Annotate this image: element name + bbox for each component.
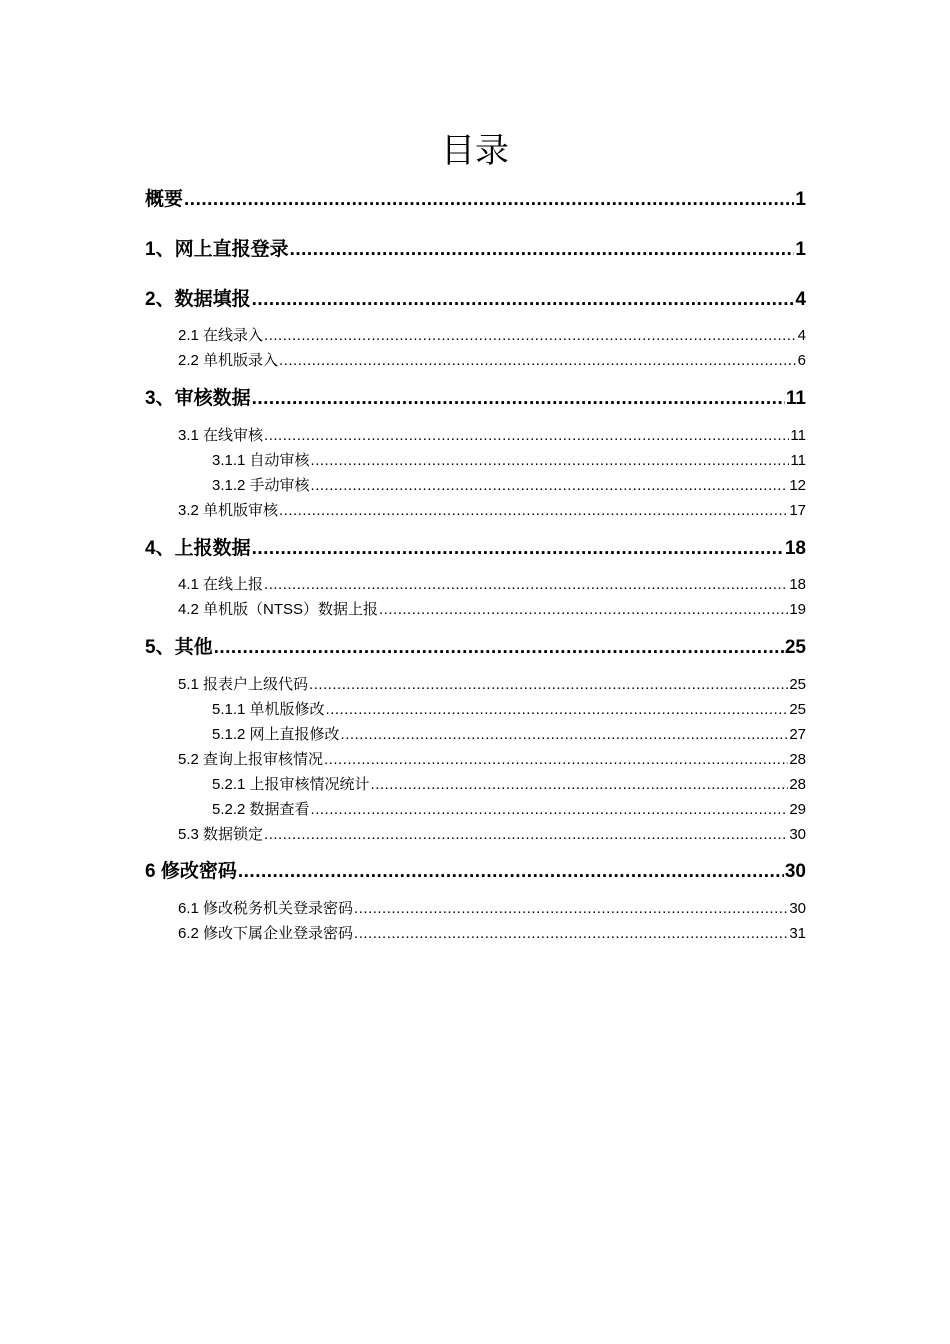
toc-entry-5-1-1[interactable]: [212, 699, 806, 721]
toc-page-number: 6: [797, 352, 806, 369]
toc-page-number: 25: [784, 637, 806, 658]
toc-page-number: 19: [789, 601, 806, 618]
toc-page-number: 29: [789, 801, 806, 818]
toc-entry-label: 4.1 在线上报: [178, 576, 264, 593]
toc-entry-overview[interactable]: [145, 187, 806, 213]
dot-leader: [311, 450, 790, 472]
toc-entry-6[interactable]: [145, 859, 806, 885]
dot-leader: [279, 350, 797, 372]
dot-leader: [184, 187, 794, 213]
toc-entry-label: 5.2 查询上报审核情况: [178, 751, 324, 768]
toc-entry-label: 5.2.1 上报审核情况统计: [212, 776, 370, 793]
dot-leader: [354, 898, 788, 920]
toc-entry-label: 3.1 在线审核: [178, 427, 264, 444]
dot-leader: [264, 574, 788, 596]
toc-entry-2-2[interactable]: [178, 350, 806, 372]
toc-entry-3-2[interactable]: [178, 500, 806, 522]
toc-page-number: 1: [795, 189, 806, 210]
toc-entry-5-2-2[interactable]: [212, 799, 806, 821]
dot-leader: [214, 635, 784, 661]
toc-entry-label: 4、上报数据: [145, 538, 251, 559]
toc-entry-3-1-1[interactable]: [212, 450, 806, 472]
dot-leader: [311, 799, 789, 821]
toc-entry-label: 5.1.2 网上直报修改: [212, 726, 340, 743]
toc-page-number: 30: [789, 900, 806, 917]
dot-leader: [264, 325, 797, 347]
toc-entry-5-1[interactable]: [178, 674, 806, 696]
dot-leader: [311, 475, 789, 497]
dot-leader: [341, 724, 789, 746]
toc-page-number: 28: [789, 751, 806, 768]
toc-entry-label: 3.1.2 手动审核: [212, 477, 310, 494]
toc-entry-label: 3、审核数据: [145, 388, 251, 409]
toc-entry-label: 1、网上直报登录: [145, 239, 289, 260]
toc-entry-2-1[interactable]: [178, 325, 806, 347]
toc-entry-5-1-2[interactable]: [212, 724, 806, 746]
toc-page-number: 17: [789, 502, 806, 519]
toc-entry-4-2[interactable]: [178, 599, 806, 621]
toc-entry-label: 2、数据填报: [145, 289, 251, 310]
toc-entry-label: 5.3 数据锁定: [178, 826, 264, 843]
dot-leader: [264, 425, 789, 447]
toc-entry-5-2[interactable]: [178, 749, 806, 771]
dot-leader: [279, 500, 788, 522]
toc-entry-label: 2.2 单机版录入: [178, 352, 279, 369]
dot-leader: [252, 287, 795, 313]
toc-entry-label: 5.1 报表户上级代码: [178, 676, 309, 693]
toc-entry-label: 6.2 修改下属企业登录密码: [178, 925, 354, 942]
toc-page-number: 11: [785, 388, 806, 409]
toc-entry-label: 2.1 在线录入: [178, 327, 264, 344]
dot-leader: [238, 859, 784, 885]
toc-page-number: 4: [797, 327, 806, 344]
toc-entry-4[interactable]: [145, 536, 806, 562]
dot-leader: [324, 749, 788, 771]
dot-leader: [264, 824, 788, 846]
toc-entry-label: 5.2.2 数据查看: [212, 801, 310, 818]
toc-page-number: 12: [789, 477, 806, 494]
toc-page-number: 30: [789, 826, 806, 843]
toc-page-number: 11: [790, 427, 806, 444]
toc-entry-label: 6.1 修改税务机关登录密码: [178, 900, 354, 917]
toc-entry-label: 概要: [145, 189, 184, 210]
dot-leader: [252, 386, 785, 412]
toc-entry-2[interactable]: [145, 287, 806, 313]
toc-entry-label: 3.1.1 自动审核: [212, 452, 310, 469]
dot-leader: [326, 699, 789, 721]
toc-page-number: 18: [789, 576, 806, 593]
toc-entry-6-2[interactable]: [178, 923, 806, 945]
toc-entry-5[interactable]: [145, 635, 806, 661]
dot-leader: [290, 237, 795, 263]
toc-page-number: 1: [795, 239, 806, 260]
toc-page-number: 25: [789, 701, 806, 718]
toc-page-number: 4: [795, 289, 806, 310]
toc-entry-label: 6 修改密码: [145, 861, 237, 882]
toc-entry-3[interactable]: [145, 386, 806, 412]
toc-entry-3-1[interactable]: [178, 425, 806, 447]
toc-entry-3-1-2[interactable]: [212, 475, 806, 497]
toc-page-number: 30: [784, 861, 806, 882]
dot-leader: [371, 774, 789, 796]
toc-entry-label: 5.1.1 单机版修改: [212, 701, 325, 718]
toc-page-number: 28: [789, 776, 806, 793]
toc-entry-1[interactable]: [145, 237, 806, 263]
dot-leader: [354, 923, 788, 945]
toc-entry-label: 4.2 单机版（NTSS）数据上报: [178, 601, 379, 618]
toc-entry-5-2-1[interactable]: [212, 774, 806, 796]
toc-page-number: 18: [784, 538, 806, 559]
toc-entry-label: 5、其他: [145, 637, 213, 658]
toc-page-number: 31: [789, 925, 806, 942]
toc-entry-label: 3.2 单机版审核: [178, 502, 279, 519]
toc-entry-4-1[interactable]: [178, 574, 806, 596]
toc-page-number: 27: [789, 726, 806, 743]
dot-leader: [252, 536, 784, 562]
dot-leader: [309, 674, 788, 696]
toc-title: 目录: [441, 131, 509, 171]
toc-entry-6-1[interactable]: [178, 898, 806, 920]
toc-page-number: 25: [789, 676, 806, 693]
toc-page-number: 11: [790, 452, 806, 469]
dot-leader: [379, 599, 788, 621]
toc-entry-5-3[interactable]: [178, 824, 806, 846]
